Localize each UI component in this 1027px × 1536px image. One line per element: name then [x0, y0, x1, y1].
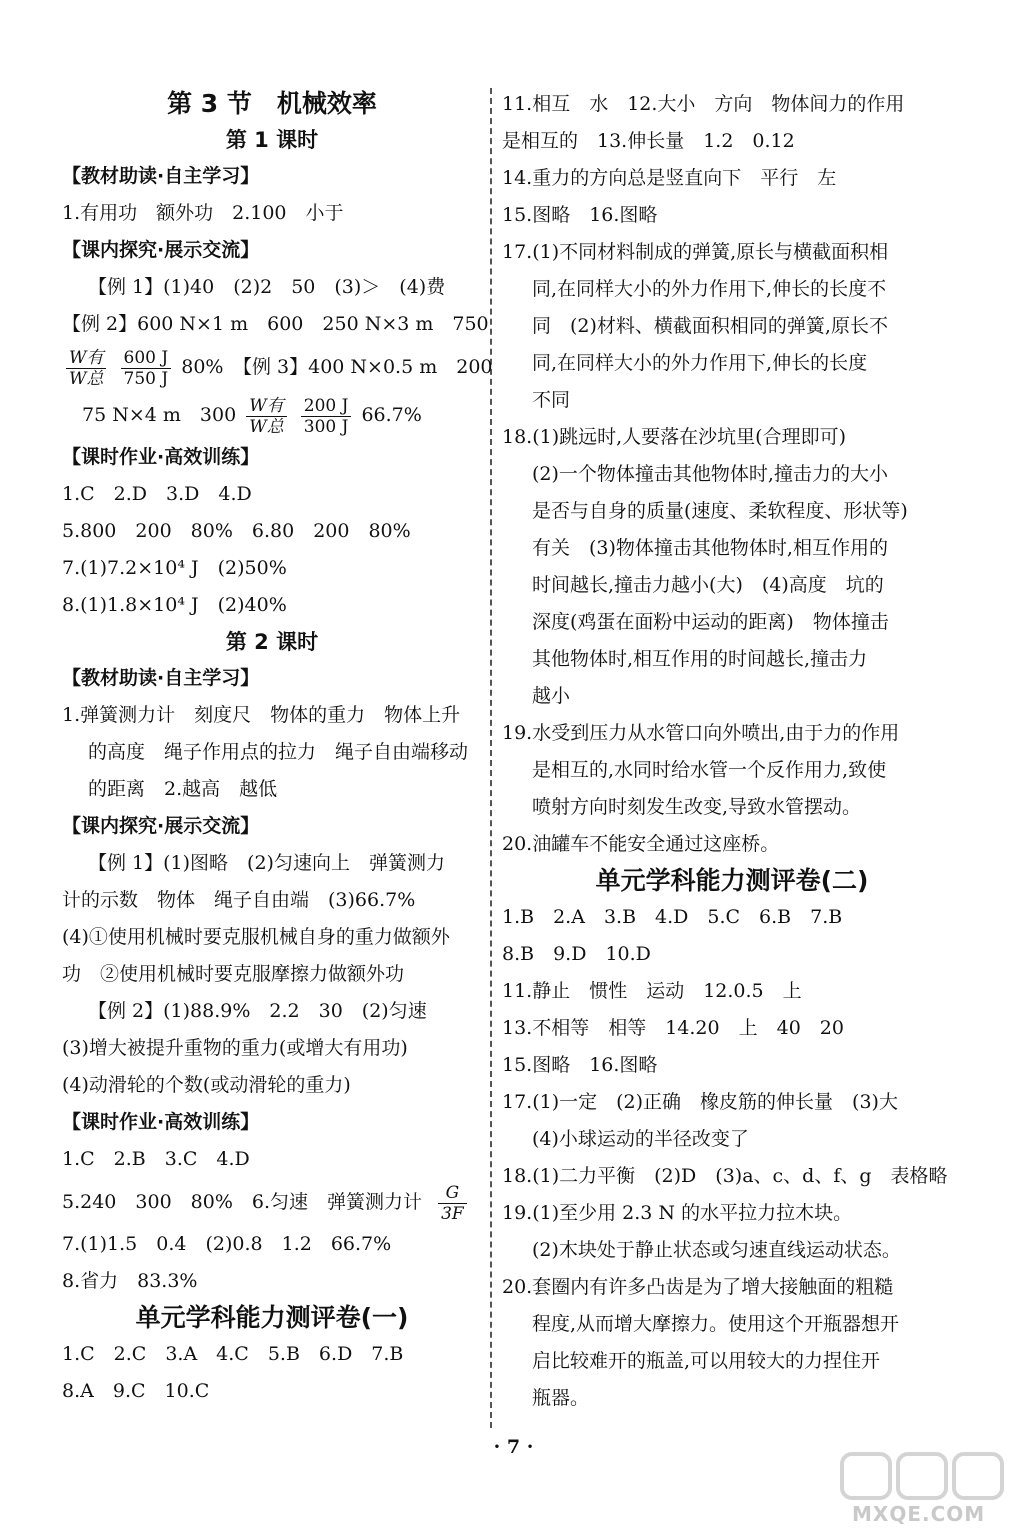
answer-line: 1.C 2.D 3.D 4.D: [62, 483, 252, 505]
watermark-text: MXQE.COM: [852, 1502, 986, 1526]
unit-test-1-heading: 单元学科能力测评卷(一): [135, 1303, 409, 1332]
section-heading: 【课时作业·高效训练】: [62, 446, 260, 468]
unit-test-2-heading: 单元学科能力测评卷(二): [595, 866, 869, 895]
section-heading: 【教材助读·自主学习】: [62, 165, 260, 187]
answer-line: 【例 2】600 N×1 m 600 250 N×3 m 750: [62, 313, 489, 335]
answer-line: 不同: [532, 389, 571, 411]
formula-line: $\frac{\text{W有}}{\text{W总}}$ $\frac{600 J}{750 J}$ 80% 【例 3】400 N×0.5 m 200: [62, 343, 482, 391]
fraction: $\frac{\text{W有}}{\text{W总}}$: [66, 348, 106, 389]
answer-line: 15.图略 16.图略: [502, 1054, 658, 1076]
lesson-2-heading: 第 2 课时: [225, 630, 319, 654]
section-heading: 【课内探究·展示交流】: [62, 815, 260, 837]
column-divider: [490, 88, 492, 1428]
left-column: [62, 86, 493, 1410]
answer-line: 深度(鸡蛋在面粉中运动的距离) 物体撞击: [532, 611, 889, 633]
answer-line: 11.静止 惯性 运动 12.0.5 上: [502, 980, 802, 1002]
fraction: $\frac{600 J}{750 J}$: [121, 348, 172, 389]
answer-line: 【例 1】(1)40 (2)2 50 (3)＞ (4)费: [88, 276, 446, 298]
watermark-icon: [822, 1450, 1022, 1510]
answer-line: 的距离 2.越高 越低: [88, 778, 278, 800]
section-heading: 【教材助读·自主学习】: [62, 667, 260, 689]
answer-line: 其他物体时,相互作用的时间越长,撞击力: [532, 648, 868, 670]
answer-line: 18.(1)跳远时,人要落在沙坑里(合理即可): [502, 426, 846, 448]
section-heading: 【课内探究·展示交流】: [62, 239, 260, 261]
formula-line: 5.240 300 80% 6.匀速 弹簧测力计 $\frac{G}{3F}$: [62, 1178, 482, 1226]
answer-line: 功 ②使用机械时要克服摩擦力做额外功: [62, 963, 405, 985]
answer-line: 18.(1)二力平衡 (2)D (3)a、c、d、f、g 表格略: [502, 1165, 948, 1187]
fraction: $\frac{200 J}{300 J}$: [301, 396, 352, 437]
answer-line: 启比较难开的瓶盖,可以用较大的力捏住开: [532, 1350, 881, 1372]
answer-line: 11.相互 水 12.大小 方向 物体间力的作用: [502, 93, 905, 115]
answer-line: 【例 1】(1)图略 (2)匀速向上 弹簧测力: [88, 852, 445, 874]
answer-line: 8.B 9.D 10.D: [502, 943, 651, 965]
answer-line: 时间越长,撞击力越小(大) (4)高度 坑的: [532, 574, 884, 596]
answer-line: 程度,从而增大摩擦力。使用这个开瓶器想开: [532, 1313, 900, 1335]
answer-line: 【例 2】(1)88.9% 2.2 30 (2)匀速: [88, 1000, 427, 1022]
answer-line: 是相互的,水同时给水管一个反作用力,致使: [532, 759, 887, 781]
answer-line: 17.(1)一定 (2)正确 橡皮筋的伸长量 (3)大: [502, 1091, 898, 1113]
answer-line: 14.重力的方向总是竖直向下 平行 左: [502, 167, 837, 189]
fraction: $\frac{G}{3F}$: [438, 1183, 467, 1224]
watermark-logo: [822, 1450, 1022, 1530]
answer-line: 19.(1)至少用 2.3 N 的水平拉力拉木块。: [502, 1202, 853, 1224]
answer-line: 1.C 2.B 3.C 4.D: [62, 1148, 250, 1170]
answer-line: 是相互的 13.伸长量 1.2 0.12: [502, 130, 795, 152]
answer-line: (3)增大被提升重物的重力(或增大有用功): [62, 1037, 408, 1059]
section-title: 第 3 节 机械效率: [167, 89, 377, 118]
answer-line: 的高度 绳子作用点的拉力 绳子自由端移动: [88, 741, 469, 763]
lesson-1-heading: 第 1 课时: [225, 128, 319, 152]
answer-line: 瓶器。: [532, 1387, 590, 1409]
answer-line: 17.(1)不同材料制成的弹簧,原长与横截面积相: [502, 241, 889, 263]
right-column: [502, 86, 962, 1417]
answer-line: 同,在同样大小的外力作用下,伸长的长度不: [532, 278, 887, 300]
answer-line: 5.800 200 80% 6.80 200 80%: [62, 520, 411, 542]
answer-line: 越小: [532, 685, 571, 707]
answer-line: (2)木块处于静止状态或匀速直线运动状态。: [532, 1239, 901, 1261]
answer-line: 计的示数 物体 绳子自由端 (3)66.7%: [62, 889, 416, 911]
answer-line: 8.省力 83.3%: [62, 1270, 198, 1292]
answer-line: (2)一个物体撞击其他物体时,撞击力的大小: [532, 463, 888, 485]
answer-line: 有关 (3)物体撞击其他物体时,相互作用的: [532, 537, 888, 559]
answer-line: 13.不相等 相等 14.20 上 40 20: [502, 1017, 844, 1039]
answer-line: 同,在同样大小的外力作用下,伸长的长度: [532, 352, 868, 374]
answer-line: 喷射方向时刻发生改变,导致水管摆动。: [532, 796, 862, 818]
answer-line: 19.水受到压力从水管口向外喷出,由于力的作用: [502, 722, 900, 744]
answer-line: (4)①使用机械时要克服机械自身的重力做额外: [62, 926, 450, 948]
fraction: $\frac{\text{W有}}{\text{W总}}$: [246, 396, 286, 437]
answer-line: 1.C 2.C 3.A 4.C 5.B 6.D 7.B: [62, 1343, 404, 1365]
answer-line: 8.(1)1.8×10⁴ J (2)40%: [62, 594, 287, 616]
answer-line: 20.油罐车不能安全通过这座桥。: [502, 833, 780, 855]
answer-line: 是否与自身的质量(速度、柔软程度、形状等): [532, 500, 908, 522]
page-number: · 7 ·: [493, 1436, 534, 1458]
answer-line: 7.(1)7.2×10⁴ J (2)50%: [62, 557, 287, 579]
answer-line: 1.弹簧测力计 刻度尺 物体的重力 物体上升: [62, 704, 461, 726]
answer-line: 8.A 9.C 10.C: [62, 1380, 210, 1402]
section-heading: 【课时作业·高效训练】: [62, 1111, 260, 1133]
answer-line: 7.(1)1.5 0.4 (2)0.8 1.2 66.7%: [62, 1233, 392, 1255]
answer-line: (4)小球运动的半径改变了: [532, 1128, 749, 1150]
answer-line: 20.套圈内有许多凸齿是为了增大接触面的粗糙: [502, 1276, 894, 1298]
answer-line: (4)动滑轮的个数(或动滑轮的重力): [62, 1074, 351, 1096]
answer-line: 15.图略 16.图略: [502, 204, 658, 226]
answer-line: 同 (2)材料、横截面积相同的弹簧,原长不: [532, 315, 888, 337]
answer-line: 1.有用功 额外功 2.100 小于: [62, 202, 344, 224]
formula-line: 75 N×4 m 300 $\frac{\text{W有}}{\text{W总}}$ $\frac{200 J}{300 J}$ 66.7%: [82, 395, 422, 437]
answer-line: 1.B 2.A 3.B 4.D 5.C 6.B 7.B: [502, 906, 843, 928]
